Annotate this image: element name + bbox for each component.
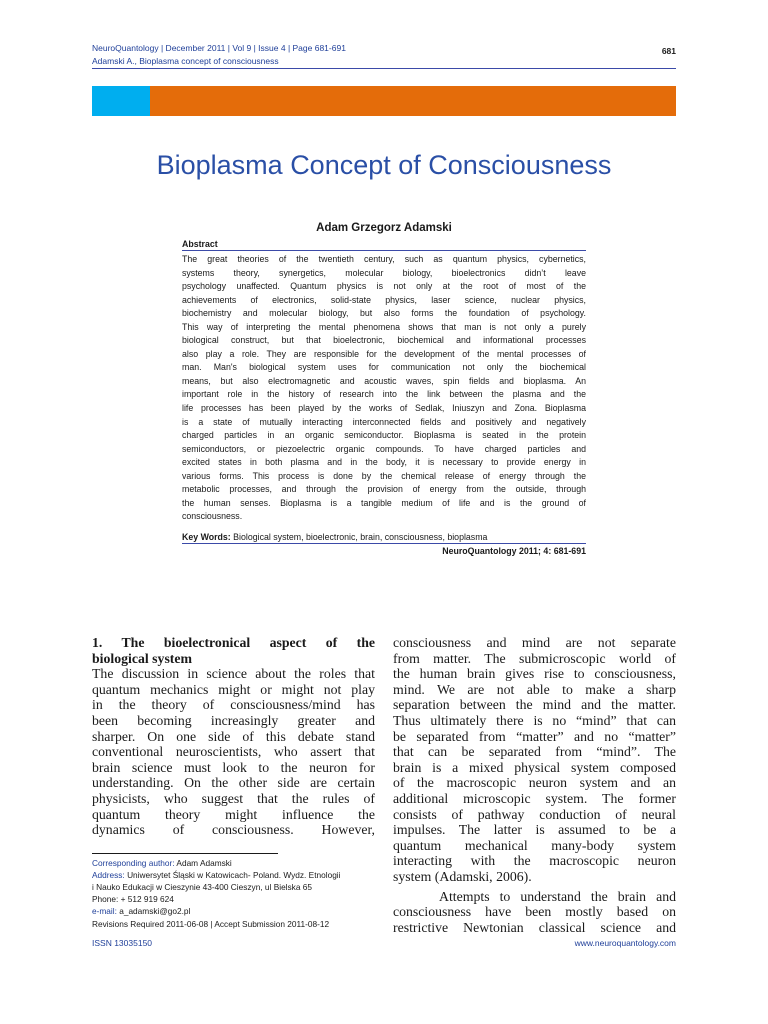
keywords-text: Biological system, bioelectronic, brain, consciousness, bioplasma — [233, 532, 488, 542]
abstract-body — [182, 253, 586, 524]
body-line: conventional neuroscientists, who assert that — [92, 744, 375, 760]
body-line: understanding. On the other side are certain — [92, 775, 375, 791]
body-line: Attempts to understand the brain and — [439, 888, 676, 904]
abstract-line: excited states in both plasma and in the body, it is necessary to provide energy in — [182, 457, 586, 468]
body-line: be separated from “matter” and no “matter” — [393, 728, 676, 744]
body-line: interacting with the macroscopic neuron — [393, 853, 676, 869]
issn: ISSN 13035150 — [92, 938, 153, 948]
body-line: sharper. On one side of this debate stand — [92, 728, 375, 744]
article-author: Adam Grzegorz Adamski — [316, 222, 452, 234]
abstract-rule — [182, 250, 586, 251]
body-line: quantum mechanics might or might not play — [92, 681, 375, 697]
abstract-line: semiconductors, or piezoelectric organic compounds. To have charged particles and — [182, 443, 586, 454]
body-line: quantum mechanical many-body system — [393, 837, 676, 853]
abstract-line: the human senses. Bioplasma is a tangible medium of life and is the ground of — [182, 497, 586, 508]
abstract-line: This way of interpreting the mental phenomena shows that man is not only a purely — [182, 321, 586, 332]
body-line: impulses. The latter is assumed to be a — [393, 822, 676, 838]
body-line: consciousness have been mostly based on — [393, 904, 676, 920]
abstract-line: systems theory, synergetics, molecular biology, bioelectronics didn’t leave — [182, 267, 586, 278]
journal-header: NeuroQuantology | December 2011 | Vol 9 | Issue 4 | Page 681-691 — [92, 43, 346, 53]
article-title: Bioplasma Concept of Consciousness — [156, 150, 612, 180]
abstract-line: biological construct, but that bioelectronic, biochemical and informational processes — [182, 335, 586, 346]
body-line: that can be separated from “mind”. The — [393, 744, 676, 760]
abstract-heading: Abstract — [182, 239, 218, 249]
body-line: The discussion in science about the roles that — [92, 666, 375, 682]
abstract-line: means, but also electromagnetic and acoustic waves, spin fields and bioplasma. An — [182, 375, 586, 386]
body-line: quantum theory might influence the — [92, 806, 375, 822]
body-line: consists of pathway conduction of neural — [393, 806, 676, 822]
website-link[interactable]: www.neuroquantology.com — [574, 938, 676, 948]
body-line: brain is a mixed physical system composed — [393, 759, 676, 775]
running-head-author: Adamski A., Bioplasma concept of consciousness — [92, 56, 279, 66]
email-link[interactable]: a_adamski@go2.pl — [119, 906, 191, 916]
banner-orange-block — [150, 86, 676, 116]
abstract-line: life processes has been played by the works of Sedlak, Iniuszyn and Zona. Bioplasma — [182, 403, 586, 414]
body-line: mind. We are not able to make a sharp — [393, 681, 676, 697]
section-heading: biological system — [92, 650, 193, 666]
body-line: brain science must look to the neuron for — [92, 759, 375, 775]
keywords-label: Key Words: — [182, 532, 231, 542]
body-line: dynamics of consciousness. However, — [92, 822, 375, 838]
abstract-line: metabolic processes, and through the provision of energy from the outside, through — [182, 484, 586, 495]
body-line: the human brain gives rise to consciousness, — [393, 666, 676, 682]
footnote-address-line2: i Nauko Edukacji w Cieszynie 43-400 Cieszyn, ul Bielska 65 — [92, 882, 312, 892]
footnote-phone: Phone: + 512 919 624 — [92, 894, 174, 904]
body-line: separation between the mind and the matter. — [393, 697, 676, 713]
banner-blue-block — [92, 86, 150, 116]
abstract-line: is a state of mutually interacting interconnected fields and positively and negatively — [182, 416, 586, 427]
body-line: from matter. The submicroscopic world of — [393, 650, 676, 666]
footnote-email: e-mail: a_adamski@go2.pl — [92, 906, 191, 916]
abstract-line: also play a role. They are responsible for the development of the mental processes of — [182, 348, 586, 359]
footnote-corresponding: Corresponding author: Adam Adamski — [92, 858, 232, 868]
body-line: in the theory of consciousness/mind has — [92, 697, 375, 713]
abstract-line: achievements of electronics, solid-state physics, laser science, nuclear physics, — [182, 294, 586, 305]
body-line: Thus ultimately there is no “mind” that can — [393, 712, 676, 728]
keywords — [182, 532, 586, 542]
section-heading: 1. The bioelectronical aspect of the — [92, 635, 375, 650]
header-rule — [92, 68, 676, 69]
keywords-rule — [182, 543, 586, 544]
right-column — [393, 635, 676, 935]
left-column — [92, 635, 375, 838]
abstract-line: psychology unaffected. Quantum physics is not only at the root of most of the — [182, 281, 586, 292]
body-line: consciousness and mind are not separate — [393, 635, 676, 650]
body-line: physicists, who suggest that the rules of — [92, 790, 375, 806]
abstract-line: The great theories of the twentieth century, such as quantum physics, cybernetics, — [182, 254, 586, 264]
body-line: been becoming increasingly greater and — [92, 712, 375, 728]
page-number: 681 — [661, 46, 676, 56]
body-line: of the macroscopic neuron system and an — [393, 775, 676, 791]
abstract-line: consciousness. — [182, 511, 243, 522]
body-line: restrictive Newtonian classical science and — [393, 919, 676, 935]
body-line: system (Adamski, 2006). — [393, 868, 532, 884]
footnote-address: Address: Uniwersytet Śląski w Katowicach- Poland. Wydz. Etnologii — [92, 870, 341, 880]
footnote-revisions: Revisions Required 2011-06-08 | Accept Submission 2011-08-12 — [92, 919, 330, 929]
abstract-line: biochemistry and molecular biology, but also forms the foundation of psychology. — [182, 308, 586, 319]
abstract-line: important role in the history of research into the link between the plasma and the — [182, 389, 586, 400]
abstract-line: man. Man's biological system uses for communication not only the biochemical — [182, 362, 586, 373]
footnote-rule — [92, 853, 278, 854]
body-line: additional microscopic system. The former — [393, 790, 676, 806]
abstract-line: various forms. This process is done by the chemical release of energy through the — [182, 470, 586, 481]
abstract-line: charged particles in an organic semiconductor. Bioplasma is seated in the protein — [182, 430, 586, 441]
citation: NeuroQuantology 2011; 4: 681-691 — [442, 546, 586, 556]
